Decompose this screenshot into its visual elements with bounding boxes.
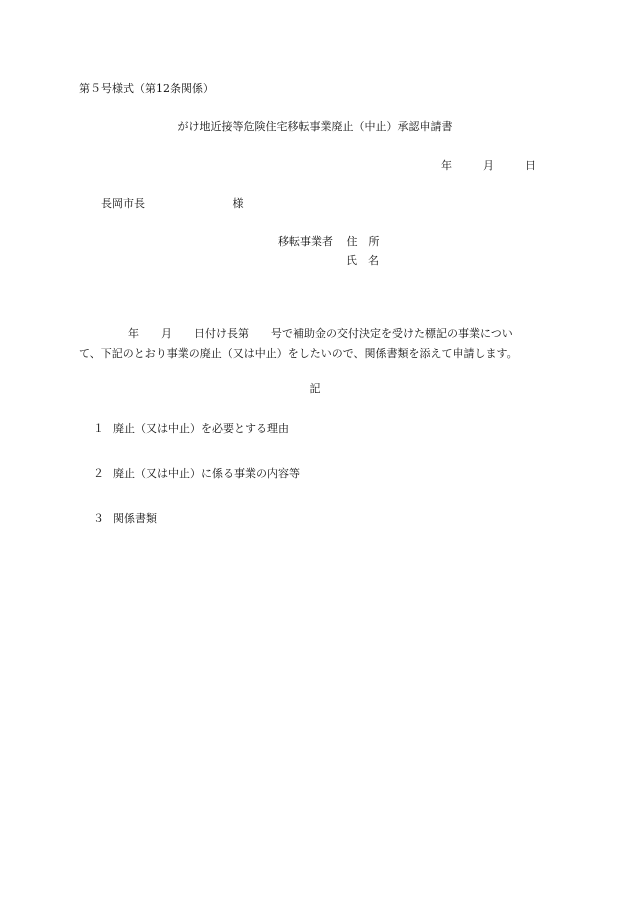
item-number: ３ (93, 512, 104, 525)
year-label: 年 (441, 159, 452, 172)
list-item (93, 513, 157, 524)
addressee (101, 198, 244, 209)
item-number: １ (93, 422, 104, 435)
addressee-name: 長岡市長 (101, 197, 145, 210)
applicant-address-line (278, 236, 380, 247)
ki-heading: 記 (309, 382, 321, 395)
body-line-2: て、下記のとおり事業の廃止（又は中止）をしたいので、関係書類を添えて申請します。 (79, 347, 518, 360)
day-label: 日 (525, 159, 536, 172)
name-label: 氏 名 (346, 254, 379, 267)
list-item (93, 468, 300, 479)
month-label: 月 (483, 159, 494, 172)
item-text: 廃止（又は中止）を必要とする理由 (113, 422, 289, 435)
item-text: 関係書類 (113, 512, 157, 525)
list-item (93, 423, 289, 434)
item-text: 廃止（又は中止）に係る事業の内容等 (113, 467, 300, 480)
document-title: がけ地近接等危険住宅移転事業廃止（中止）承認申請書 (177, 120, 453, 133)
address-label: 住 所 (346, 235, 380, 248)
form-number: 第５号様式（第12条関係） (79, 82, 214, 95)
applicant-label: 移転事業者 (278, 235, 333, 248)
item-number: ２ (93, 467, 104, 480)
body-paragraph (79, 324, 549, 364)
date-line (441, 160, 536, 171)
addressee-honorific: 様 (232, 197, 244, 210)
body-line-1: 年 月 日付け長第 号で補助金の交付決定を受けた標記の事業につい (128, 327, 513, 340)
